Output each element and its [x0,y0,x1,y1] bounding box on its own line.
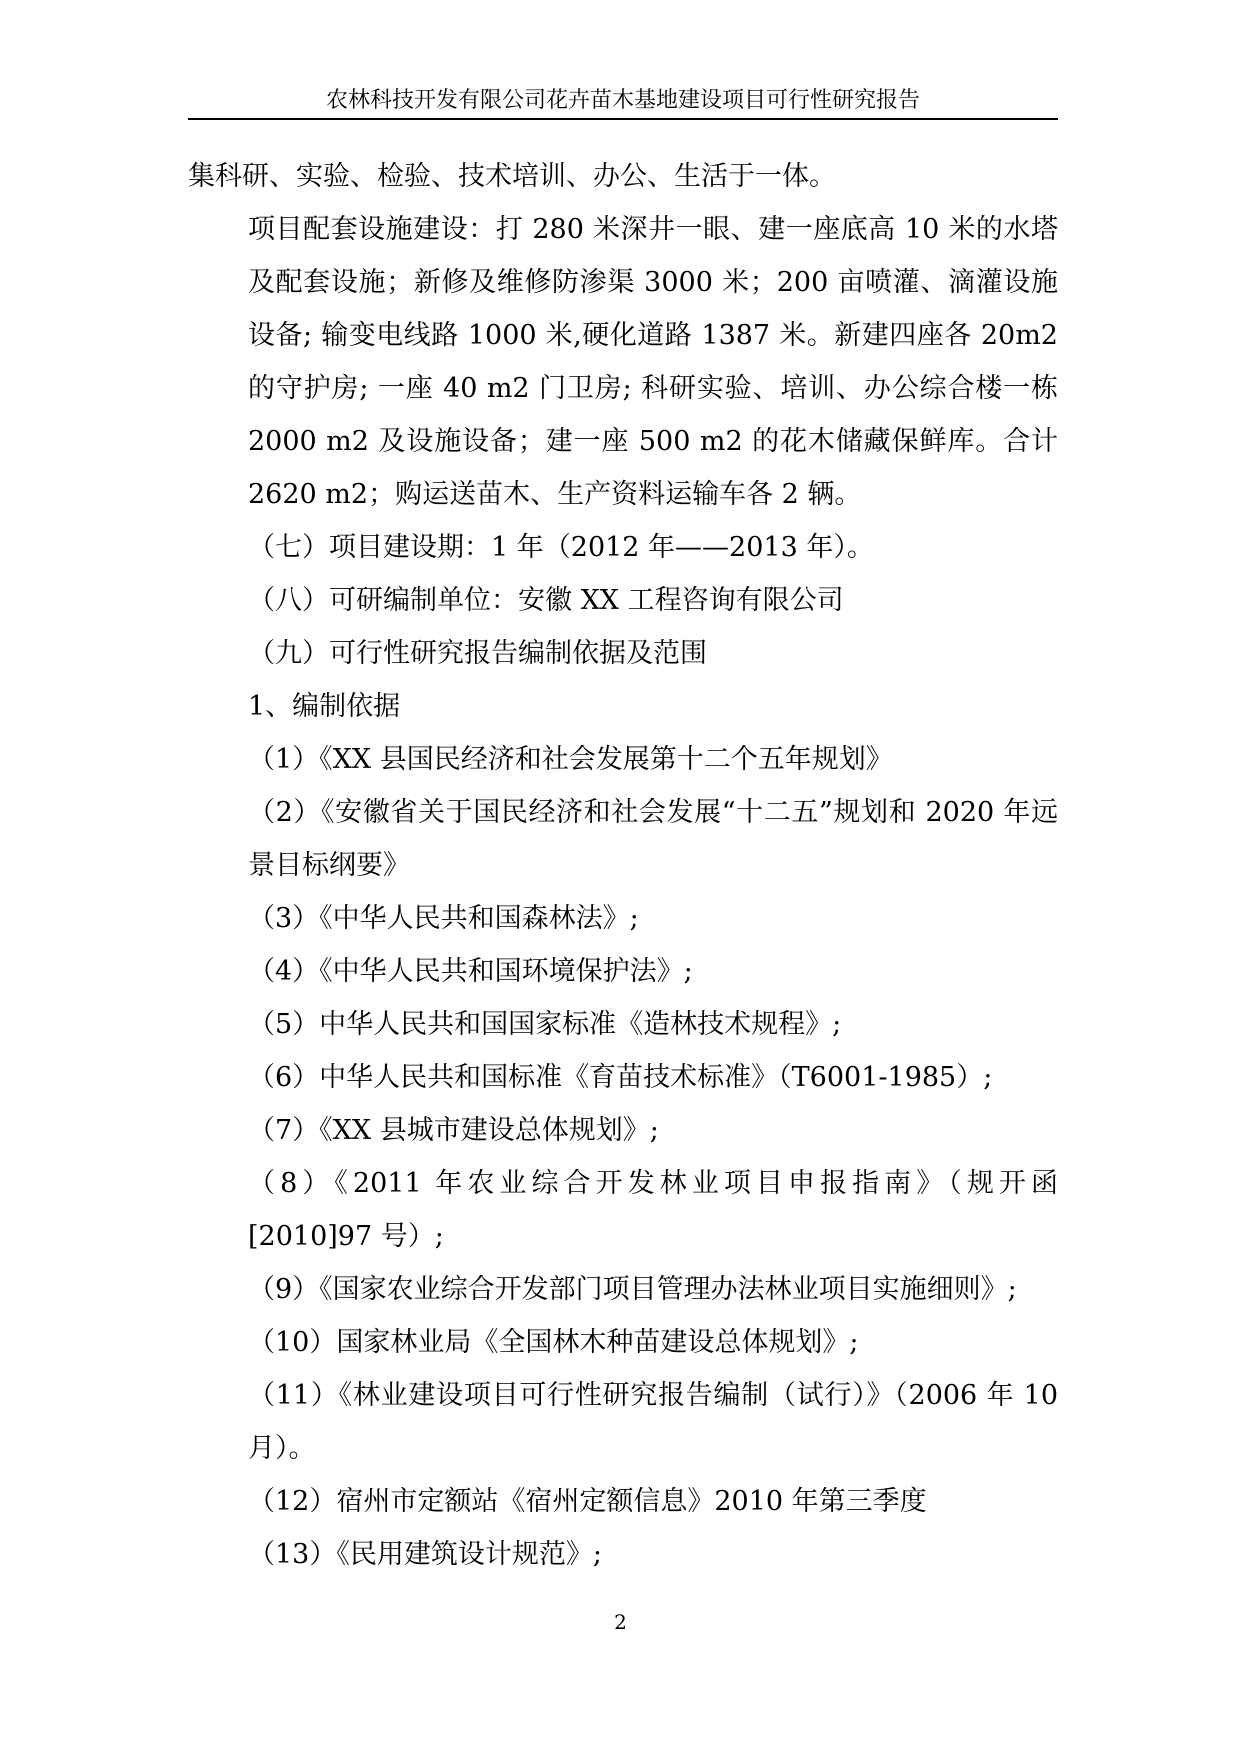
basis-item-7: （7）《XX 县城市建设总体规划》; [248,1115,659,1146]
paragraph-supporting-facilities: 项目配套设施建设：打 280 米深井一眼、建一座底高 10 米的水塔及配套设施；新修及维修防渗渠 3000 米；200 亩喷灌、滴灌设施设备; 输变电线路 1000 米,硬化道路 1387 米。新建四座各 20m2 的守护房; 一座 40 m2 门卫房; 科研实验、培训、办公综合楼一栋 2000 m2 及设施设备；建一座 500 m2 的花木储藏保鲜库。合计 2620 m2；购运送苗木、生产资料运输车各 2 辆。 [248,214,1058,510]
paragraph-intro-continuation: 集科研、实验、检验、技术培训、办公、生活于一体。 [188,161,836,192]
basis-item-8: （8）《2011 年农业综合开发林业项目申报指南》（规开函[2010]97 号）; [248,1168,1058,1252]
body-text [188,150,1058,1581]
basis-item-3: （3）《中华人民共和国森林法》; [248,903,639,934]
basis-item-6: （6）中华人民共和国标准《育苗技术标准》（T6001-1985）; [248,1062,993,1093]
basis-item-4: （4）《中华人民共和国环境保护法》; [248,956,693,987]
running-header: 农林科技开发有限公司花卉苗木基地建设项目可行性研究报告 [325,88,920,113]
paragraph-construction-period: （七）项目建设期：1 年（2012 年——2013 年）。 [248,532,874,563]
basis-item-1: （1）《XX 县国民经济和社会发展第十二个五年规划》 [248,744,893,775]
header-rule [188,118,1058,120]
page-number: 2 [614,1610,627,1634]
paragraph-basis-and-scope: （九）可行性研究报告编制依据及范围 [248,638,707,669]
basis-item-9: （9）《国家农业综合开发部门项目管理办法林业项目实施细则》; [248,1274,1017,1305]
basis-item-13: （13）《民用建筑设计规范》; [248,1539,602,1570]
basis-item-5: （5）中华人民共和国国家标准《造林技术规程》; [248,1009,842,1040]
basis-item-11: （11）《林业建设项目可行性研究报告编制（试行）》（2006 年 10 月）。 [248,1380,1058,1464]
basis-item-10: （10）国家林业局《全国林木种苗建设总体规划》; [248,1327,859,1358]
section-heading-basis: 1、编制依据 [248,691,401,722]
paragraph-compiling-unit: （八）可研编制单位：安徽 XX 工程咨询有限公司 [248,585,844,616]
basis-item-12: （12）宿州市定额站《宿州定额信息》2010 年第三季度 [248,1486,927,1517]
basis-item-2: （2）《安徽省关于国民经济和社会发展“十二五”规划和 2020 年远景目标纲要》 [248,797,1058,881]
